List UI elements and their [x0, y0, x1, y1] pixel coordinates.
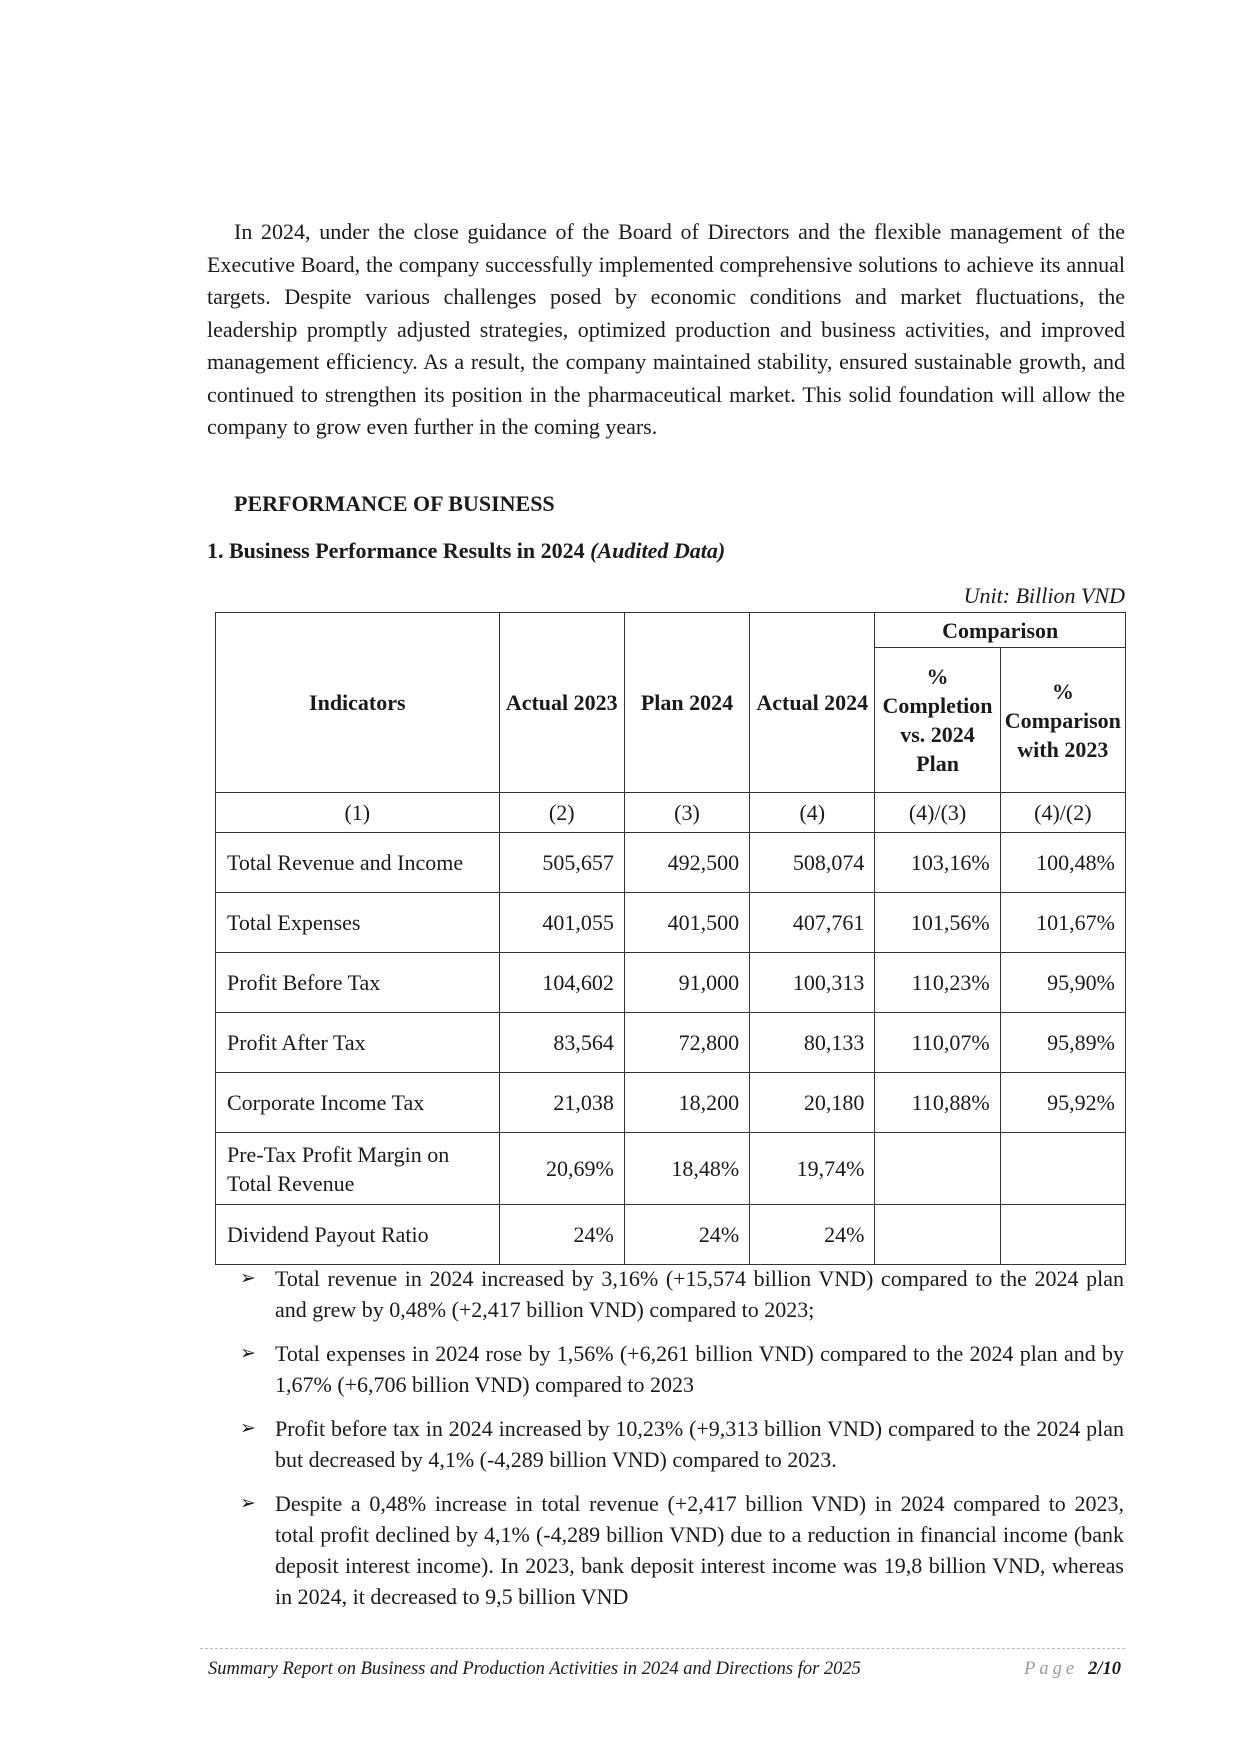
index-cell: (4)/(2)	[1000, 793, 1125, 833]
index-cell: (3)	[624, 793, 749, 833]
pct-2023-cell	[1000, 1133, 1125, 1205]
indicator-cell: Profit After Tax	[216, 1013, 500, 1073]
list-item	[240, 1413, 1124, 1475]
header-plan-2024: Plan 2024	[624, 613, 749, 793]
indicator-cell: Total Expenses	[216, 893, 500, 953]
actual-2024-cell: 100,313	[750, 953, 875, 1013]
index-cell: (4)/(3)	[875, 793, 1000, 833]
indicator-cell: Pre-Tax Profit Margin on Total Revenue	[216, 1133, 500, 1205]
index-cell: (4)	[750, 793, 875, 833]
header-pct-2023: % Comparison with 2023	[1000, 648, 1125, 793]
pct-2023-cell: 101,67%	[1000, 893, 1125, 953]
footer-title: Summary Report on Business and Production Activities in 2024 and Directions for 2025	[208, 1659, 861, 1679]
subheading-text: 1. Business Performance Results in 2024	[207, 538, 591, 563]
footer-divider	[200, 1648, 1125, 1649]
table-row	[216, 1133, 1126, 1205]
actual-2023-cell: 401,055	[499, 893, 624, 953]
section-heading: PERFORMANCE OF BUSINESS	[234, 491, 555, 516]
pct-2023-cell: 100,48%	[1000, 833, 1125, 893]
plan-2024-cell: 91,000	[624, 953, 749, 1013]
actual-2024-cell: 20,180	[750, 1073, 875, 1133]
table-row	[216, 1205, 1126, 1265]
bullet-text: Total expenses in 2024 rose by 1,56% (+6,261 billion VND) compared to the 2024 plan and by 1,67% (+6,706 billion VND) compared to 2023	[275, 1341, 1124, 1397]
actual-2023-cell: 83,564	[499, 1013, 624, 1073]
table-row	[216, 893, 1126, 953]
table-row	[216, 833, 1126, 893]
header-actual-2023: Actual 2023	[499, 613, 624, 793]
table-row	[216, 1073, 1126, 1133]
column-index-row	[216, 793, 1126, 833]
pct-plan-cell: 110,23%	[875, 953, 1000, 1013]
intro-paragraph: In 2024, under the close guidance of the Board of Directors and the flexible management of the Executive Board, the company successfully implemented comprehensive solutions to achieve its annual targets. Despite various challenges posed by economic conditions and market fluctuations, the leadership promptly adjusted strategies, optimized production and business activities, and improved management efficiency. As a result, the company maintained stability, ensured sustainable growth, and continued to strengthen its position in the pharmaceutical market. This solid foundation will allow the company to grow even further in the coming years.	[207, 219, 1125, 439]
actual-2024-cell: 407,761	[750, 893, 875, 953]
subheading-note: (Audited Data)	[590, 538, 726, 563]
actual-2024-cell: 508,074	[750, 833, 875, 893]
actual-2023-cell: 24%	[499, 1205, 624, 1265]
actual-2024-cell: 19,74%	[750, 1133, 875, 1205]
unit-label: Unit: Billion VND	[963, 583, 1125, 608]
pct-2023-cell: 95,90%	[1000, 953, 1125, 1013]
table-row	[216, 1013, 1126, 1073]
arrowhead-bullet-icon: ➢	[240, 1492, 256, 1514]
actual-2023-cell: 505,657	[499, 833, 624, 893]
header-actual-2024: Actual 2024	[750, 613, 875, 793]
header-pct-plan: % Completion vs. 2024 Plan	[875, 648, 1000, 793]
indicator-cell: Dividend Payout Ratio	[216, 1205, 500, 1265]
plan-2024-cell: 18,200	[624, 1073, 749, 1133]
analysis-bullet-list	[240, 1263, 1124, 1625]
plan-2024-cell: 18,48%	[624, 1133, 749, 1205]
actual-2023-cell: 20,69%	[499, 1133, 624, 1205]
page-label: Page	[1024, 1659, 1079, 1679]
pct-2023-cell: 95,92%	[1000, 1073, 1125, 1133]
pct-2023-cell	[1000, 1205, 1125, 1265]
plan-2024-cell: 72,800	[624, 1013, 749, 1073]
plan-2024-cell: 24%	[624, 1205, 749, 1265]
plan-2024-cell: 401,500	[624, 893, 749, 953]
performance-table	[215, 612, 1126, 1265]
pct-2023-cell: 95,89%	[1000, 1013, 1125, 1073]
actual-2024-cell: 80,133	[750, 1013, 875, 1073]
indicator-cell: Corporate Income Tax	[216, 1073, 500, 1133]
header-comparison: Comparison	[875, 613, 1126, 648]
indicator-cell: Total Revenue and Income	[216, 833, 500, 893]
indicator-cell: Profit Before Tax	[216, 953, 500, 1013]
header-indicators: Indicators	[216, 613, 500, 793]
subheading	[207, 538, 725, 564]
list-item	[240, 1263, 1124, 1325]
pct-plan-cell: 101,56%	[875, 893, 1000, 953]
index-cell: (1)	[216, 793, 500, 833]
arrowhead-bullet-icon: ➢	[240, 1342, 256, 1364]
pct-plan-cell: 110,88%	[875, 1073, 1000, 1133]
bullet-text: Profit before tax in 2024 increased by 10,23% (+9,313 billion VND) compared to the 2024 plan but decreased by 4,1% (-4,289 billion VND) compared to 2023.	[275, 1416, 1124, 1472]
arrowhead-bullet-icon: ➢	[240, 1267, 256, 1289]
page-indicator	[1024, 1659, 1121, 1680]
pct-plan-cell: 103,16%	[875, 833, 1000, 893]
table-row	[216, 953, 1126, 1013]
pct-plan-cell: 110,07%	[875, 1013, 1000, 1073]
plan-2024-cell: 492,500	[624, 833, 749, 893]
arrowhead-bullet-icon: ➢	[240, 1417, 256, 1439]
pct-plan-cell	[875, 1133, 1000, 1205]
pct-plan-cell	[875, 1205, 1000, 1265]
page-number: 2/10	[1088, 1659, 1121, 1679]
bullet-text: Despite a 0,48% increase in total revenue (+2,417 billion VND) in 2024 compared to 2023, total profit declined by 4,1% (-4,289 billion VND) due to a reduction in financial income (bank deposit interest income). In 2023, bank deposit interest income was 19,8 billion VND, whereas in 2024, it decreased to 9,5 billion VND	[275, 1491, 1124, 1609]
list-item	[240, 1488, 1124, 1612]
bullet-text: Total revenue in 2024 increased by 3,16% (+15,574 billion VND) compared to the 2024 plan and grew by 0,48% (+2,417 billion VND) compared to 2023;	[275, 1266, 1124, 1322]
list-item	[240, 1338, 1124, 1400]
actual-2023-cell: 104,602	[499, 953, 624, 1013]
index-cell: (2)	[499, 793, 624, 833]
actual-2024-cell: 24%	[750, 1205, 875, 1265]
actual-2023-cell: 21,038	[499, 1073, 624, 1133]
